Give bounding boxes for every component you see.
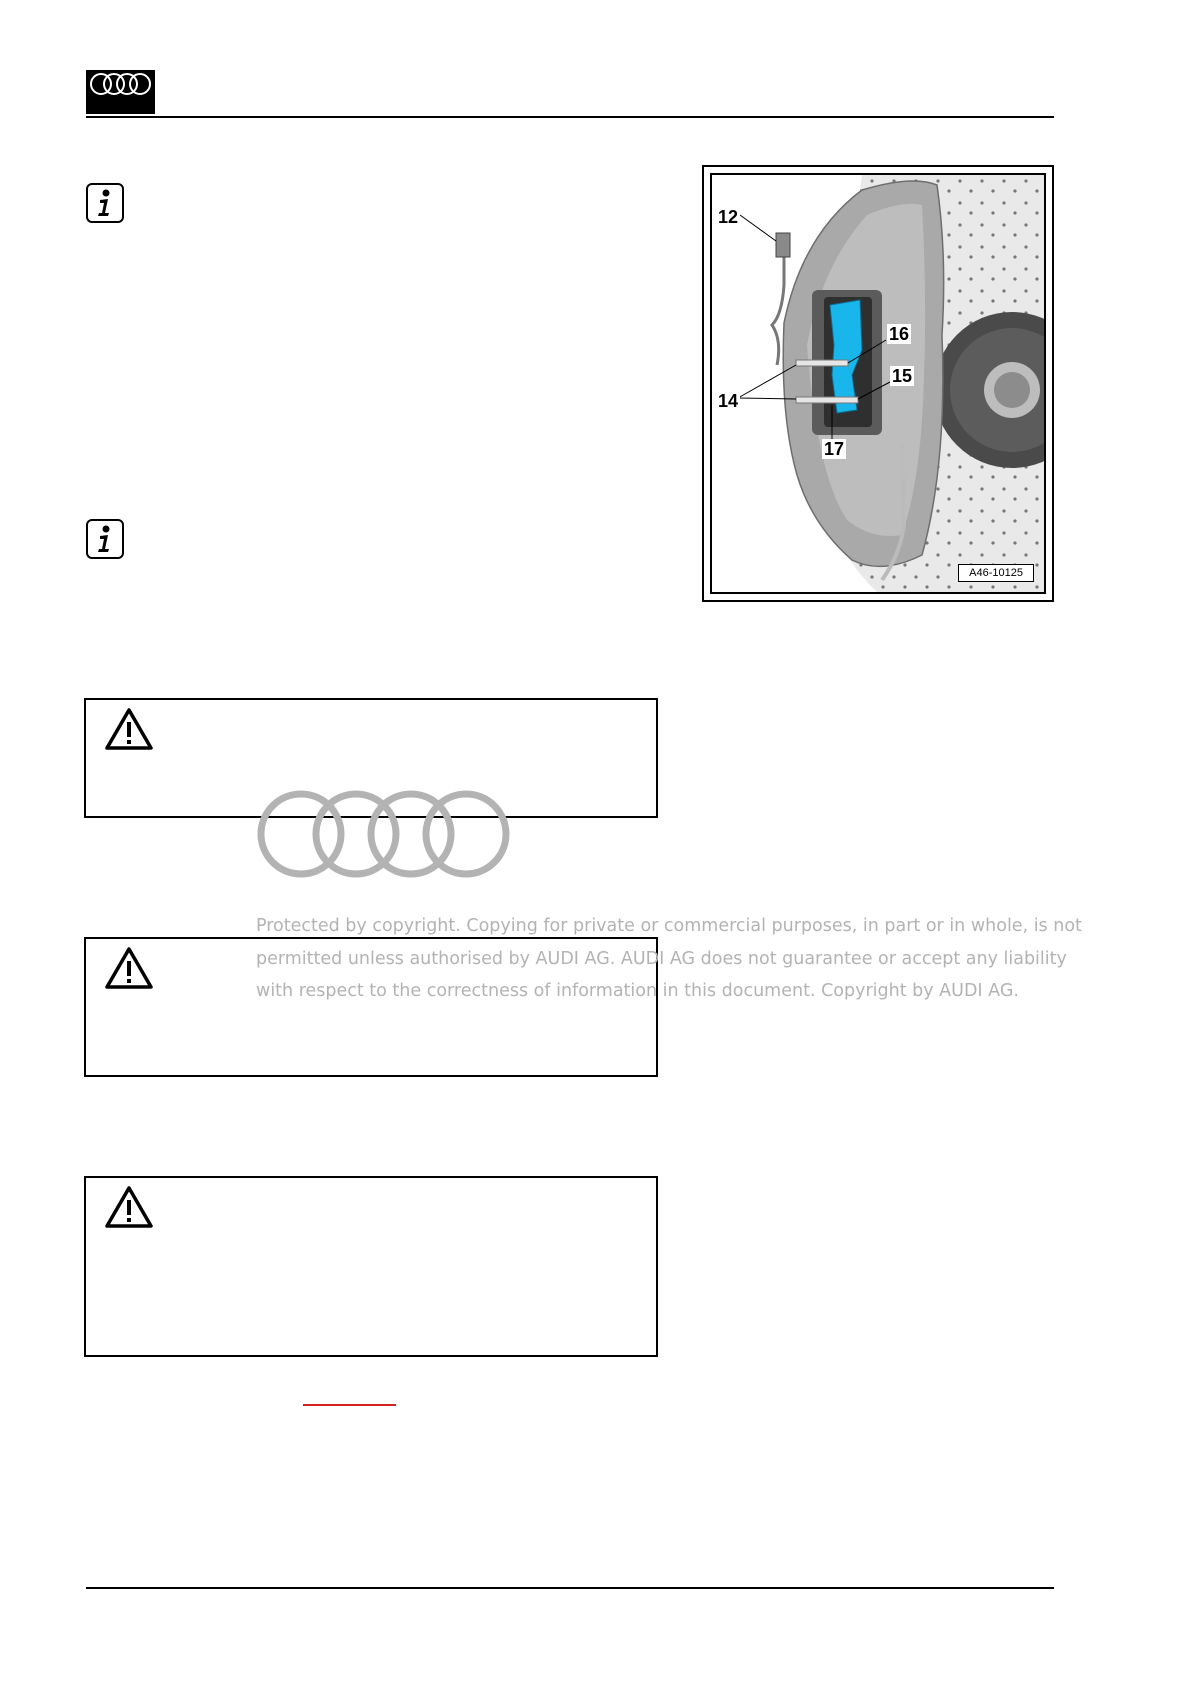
brake-caliper-illustration [712,175,1046,594]
watermark-line: permitted unless authorised by AUDI AG. AUDI AG does not guarantee or accept any liability [256,948,1067,969]
warning-triangle-icon [104,1184,154,1230]
cross-reference-link[interactable] [303,1404,396,1406]
audi-rings-icon [86,70,155,114]
header-logo [86,70,155,114]
brake-caliper-figure [702,165,1054,602]
callout-17: 17 [824,439,845,459]
audi-rings-icon [256,788,516,880]
info-icon [86,519,124,559]
warning-triangle-icon [104,706,154,752]
callout-12: 12 [718,207,739,227]
copyright-watermark [256,910,1082,1008]
callout-14: 14 [718,391,739,411]
watermark-line: Protected by copyright. Copying for private or commercial purposes, in part or in whole, is not [256,916,1082,936]
warning-triangle-icon [104,945,154,991]
figure-code: A46-10125 [958,564,1034,582]
header-rule [86,116,1054,118]
watermark-line: with respect to the correctness of information in this document. Copyright by AUDI AG. [256,981,1019,1001]
warning-box-3 [84,1176,658,1357]
info-icon [86,183,124,223]
callout-16: 16 [889,324,910,344]
footer-rule [86,1587,1054,1589]
callout-15: 15 [892,366,913,386]
